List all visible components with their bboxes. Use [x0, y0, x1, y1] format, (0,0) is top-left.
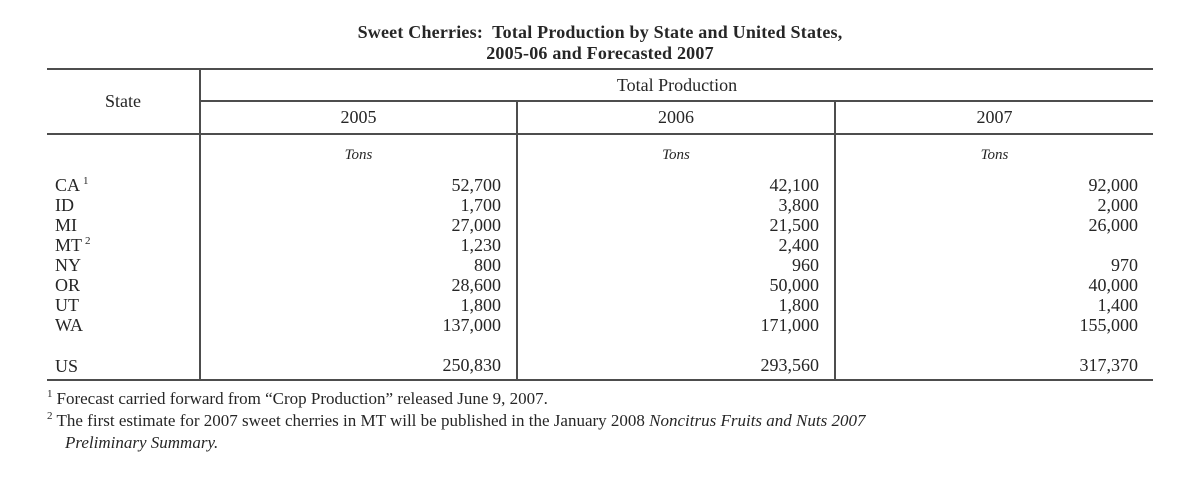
state-label: US — [55, 356, 79, 376]
table-title — [0, 0, 1200, 64]
state-label: OR — [55, 275, 81, 295]
table-row — [47, 215, 1153, 235]
value-2006: 960 — [517, 255, 835, 275]
state-label: UT — [55, 295, 79, 315]
value-2006: 293,560 — [517, 347, 835, 380]
unit-label-2005: Tons — [344, 146, 373, 163]
table-row — [47, 275, 1153, 295]
unit-blank-cell — [47, 134, 200, 175]
footnote-1-text: Forecast carried forward from “Crop Production” released June 9, 2007. — [56, 389, 548, 408]
state-cell — [47, 255, 200, 275]
table-row — [47, 175, 1153, 195]
footnote-2-marker: 2 — [47, 410, 53, 423]
state-cell — [47, 275, 200, 295]
group-header: Total Production — [200, 69, 1153, 101]
state-label: WA — [55, 315, 83, 335]
state-label: MT — [55, 235, 82, 255]
state-cell — [47, 215, 200, 235]
title-line-2: 2005-06 and Forecasted 2007 — [486, 43, 714, 63]
value-2006: 42,100 — [517, 175, 835, 195]
year-header-2005: 2005 — [200, 101, 517, 134]
state-cell — [47, 315, 200, 335]
footnote-marker: 1 — [83, 175, 89, 187]
title-line-1: Sweet Cherries: Total Production by State and United States, — [357, 22, 843, 42]
value-2006: 2,400 — [517, 235, 835, 255]
footnote-1 — [47, 388, 1200, 410]
spacer-row — [47, 335, 1153, 347]
value-2006: 21,500 — [517, 215, 835, 235]
us-total-row — [47, 347, 1153, 380]
state-label: NY — [55, 255, 81, 275]
value-2007: 970 — [835, 255, 1153, 275]
value-2007: 317,370 — [835, 347, 1153, 380]
value-2006: 1,800 — [517, 295, 835, 315]
state-column-header: State — [47, 69, 200, 134]
footnote-2-continuation: Preliminary Summary. — [65, 433, 219, 452]
value-2007: 1,400 — [835, 295, 1153, 315]
value-2005: 1,230 — [460, 235, 501, 255]
value-2005: 1,700 — [460, 195, 501, 215]
value-2006: 3,800 — [517, 195, 835, 215]
value-2005: 137,000 — [442, 315, 501, 335]
header-row-group — [47, 69, 1153, 101]
value-2007: 2,000 — [835, 195, 1153, 215]
unit-row — [47, 134, 1153, 175]
footnote-2 — [47, 410, 1200, 432]
value-2005: 52,700 — [451, 175, 501, 195]
footnote-2-text: The first estimate for 2007 sweet cherries in MT will be published in the January 2008 — [56, 411, 650, 430]
value-2006: 171,000 — [517, 315, 835, 335]
state-label: MI — [55, 215, 77, 235]
value-2007: 26,000 — [835, 215, 1153, 235]
state-label: CA — [55, 175, 81, 195]
state-label: ID — [55, 195, 74, 215]
footnote-marker: 2 — [85, 235, 91, 247]
table-row — [47, 195, 1153, 215]
state-cell — [47, 347, 200, 380]
table-row — [47, 315, 1153, 335]
state-cell — [47, 175, 200, 195]
state-cell — [47, 195, 200, 215]
footnotes — [47, 388, 1200, 454]
state-cell — [47, 295, 200, 315]
year-header-2007: 2007 — [835, 101, 1153, 134]
value-2005: 250,830 — [442, 355, 501, 375]
value-2005: 1,800 — [460, 295, 501, 315]
table-row — [47, 235, 1153, 255]
table-row — [47, 295, 1153, 315]
state-cell — [47, 235, 200, 255]
value-2007 — [835, 235, 1153, 255]
footnote-1-marker: 1 — [47, 388, 53, 401]
value-2007: 40,000 — [835, 275, 1153, 295]
value-2005: 800 — [474, 255, 501, 275]
production-table — [47, 68, 1153, 381]
value-2007: 155,000 — [835, 315, 1153, 335]
header-row-years — [47, 101, 1153, 134]
table-row — [47, 255, 1153, 275]
unit-label-2006: Tons — [517, 134, 835, 175]
value-2007: 92,000 — [835, 175, 1153, 195]
footnote-2-publication: Noncitrus Fruits and Nuts 2007 — [649, 411, 866, 430]
year-header-2006: 2006 — [517, 101, 835, 134]
value-2006: 50,000 — [517, 275, 835, 295]
unit-label-2007: Tons — [835, 134, 1153, 175]
value-2005: 28,600 — [451, 275, 501, 295]
value-2005: 27,000 — [451, 215, 501, 235]
